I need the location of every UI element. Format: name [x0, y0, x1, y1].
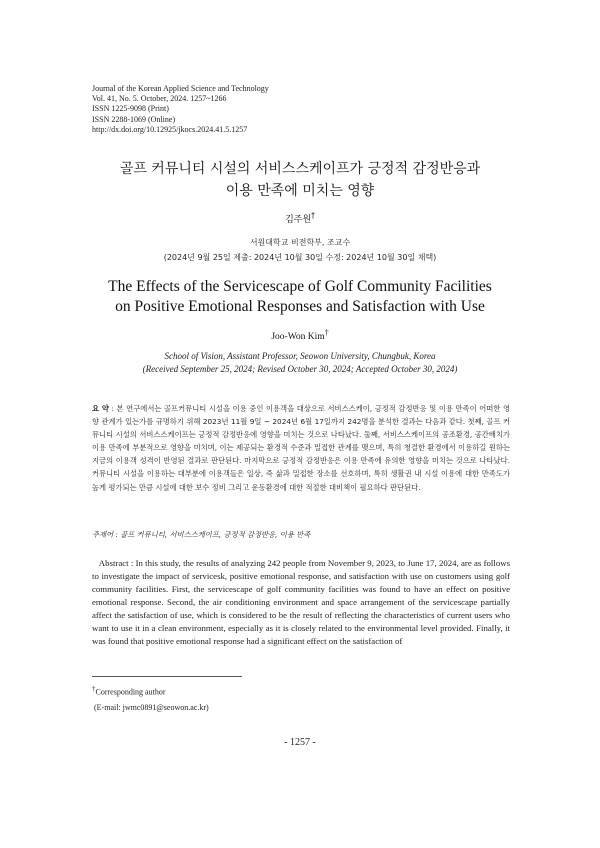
title-english: [0, 277, 600, 317]
author-english: [0, 328, 600, 342]
abstract-english-label: Abstract: [98, 558, 129, 568]
footnote-email: (E-mail: jwmc0891@seowon.ac.kr): [94, 702, 209, 712]
affiliation-english-dept: School of Vision, Assistant Professor, Seowon University, Chungbuk, Korea: [164, 351, 436, 361]
keywords-korean-label: 주제어: [92, 530, 114, 539]
title-korean-line2: 이용 만족에 미치는 영향: [225, 183, 375, 199]
abstract-korean: [92, 402, 510, 494]
abstract-english-text: : In this study, the results of analyzing 242 people from November 9, 2023, to June 17, 2024, are as follows to investigate the impact of servicesk, positive emotional response, and satisfaction with use on customers using golf community facilities. First, the servicescape of golf community facilities was found to have an effect on positive emotional response. Second, the air conditioning environment and space arrangement of the servicescape partially affect the satisfaction of use, which is considered to be the result of reflecting the characteristics of current users who want to use it in a clean environment, especially as it is closely related to the environmental level provided. Finally, it was found that positive emotional response had a significant effect on the satisfaction of: [92, 558, 510, 647]
affiliation-korean-dept: 서원대학교 비전학부, 조교수: [249, 238, 351, 247]
journal-name: Journal of the Korean Applied Science and Technology: [92, 84, 269, 93]
title-english-line1: The Effects of the Servicescape of Golf Community Facilities: [108, 278, 492, 295]
abstract-korean-label: 요 약: [92, 404, 109, 413]
footnote-mark: †: [92, 685, 96, 693]
title-korean: [0, 158, 600, 202]
author-korean-name: 김주원: [285, 215, 312, 225]
footnote-divider: [92, 676, 242, 677]
journal-issn-print: ISSN 1225-9098 (Print): [92, 104, 169, 114]
title-korean-line1: 골프 커뮤니티 시설의 서비스스케이프가 긍정적 감정반응과: [119, 161, 481, 177]
journal-volume: Vol. 41, No. 5. October, 2024. 1257~1266: [92, 94, 227, 104]
corresponding-mark-ko: †: [311, 211, 315, 220]
abstract-english: [92, 557, 510, 648]
journal-issn-online: ISSN 2288-1069 (Online): [92, 114, 176, 124]
footnote: [92, 682, 209, 715]
author-english-name: Joo-Won Kim: [271, 332, 325, 343]
affiliation-korean: [0, 235, 600, 265]
keywords-korean: [92, 530, 510, 540]
affiliation-korean-dates: (2024년 9월 25일 제출: 2024년 10월 30일 수정: 2024년 10월 30일 채택): [163, 253, 437, 262]
affiliation-english-dates: (Received September 25, 2024; Revised October 30, 2024; Accepted October 30, 2024): [142, 364, 458, 374]
page-number: - 1257 -: [284, 737, 316, 748]
author-korean: [0, 211, 600, 225]
keywords-korean-text: : 골프 커뮤니티, 서비스스케이프, 긍정적 감정반응, 이용 만족: [115, 530, 311, 539]
corresponding-mark-en: †: [324, 328, 329, 337]
abstract-korean-text: : 본 연구에서는 골프커뮤니티 시설을 이용 중인 이용객을 대상으로 서비스스케이, 긍정적 감정반응 및 이용 만족이 어떠한 영향 관계가 있는가를 규명하기 위해 2023년 11월 9일 ~ 2024년 6월 17일까지 242명을 분석한 결과는 다음과 같다. 첫째, 골프 커뮤니티 시설의 서비스스케이프는 긍정적 감정반응에 영향을 미치는 것으로 나타났다. 둘째, 서비스스케이프의 공조환경, 공간배치가 이용 만족에 부분적으로 영향을 미치며, 이는 제공되는 환경적 수준과 밀접한 관계를 맺으며, 특히 청결한 환경에서 이용하길 원하는 지금의 이용객 성격이 반영된 결과로 판단된다. 마지막으로 긍정적 감정반응은 이용 만족에 유의한 영향을 미치는 것으로 나타났다. 커뮤니티 시설을 이용하는 대부분에 이용객들은 일상, 즉 삶과 밀접한 장소를 선호하며, 특히 생활권 내 시설 이용에 대한 만족도가 높게 평가되는 만큼 시설에 대한 보수 정비 그리고 운동환경에 대한 적절한 대비책이 필요하다 판단된다.: [92, 404, 511, 492]
journal-doi-link[interactable]: http://dx.doi.org/10.12925/jkocs.2024.41.5.1257: [92, 124, 248, 134]
footnote-corresponding: Corresponding author: [95, 687, 166, 697]
title-english-line2: on Positive Emotional Responses and Satisfaction with Use: [115, 298, 485, 315]
affiliation-english: [0, 350, 600, 376]
journal-header: [92, 84, 269, 135]
